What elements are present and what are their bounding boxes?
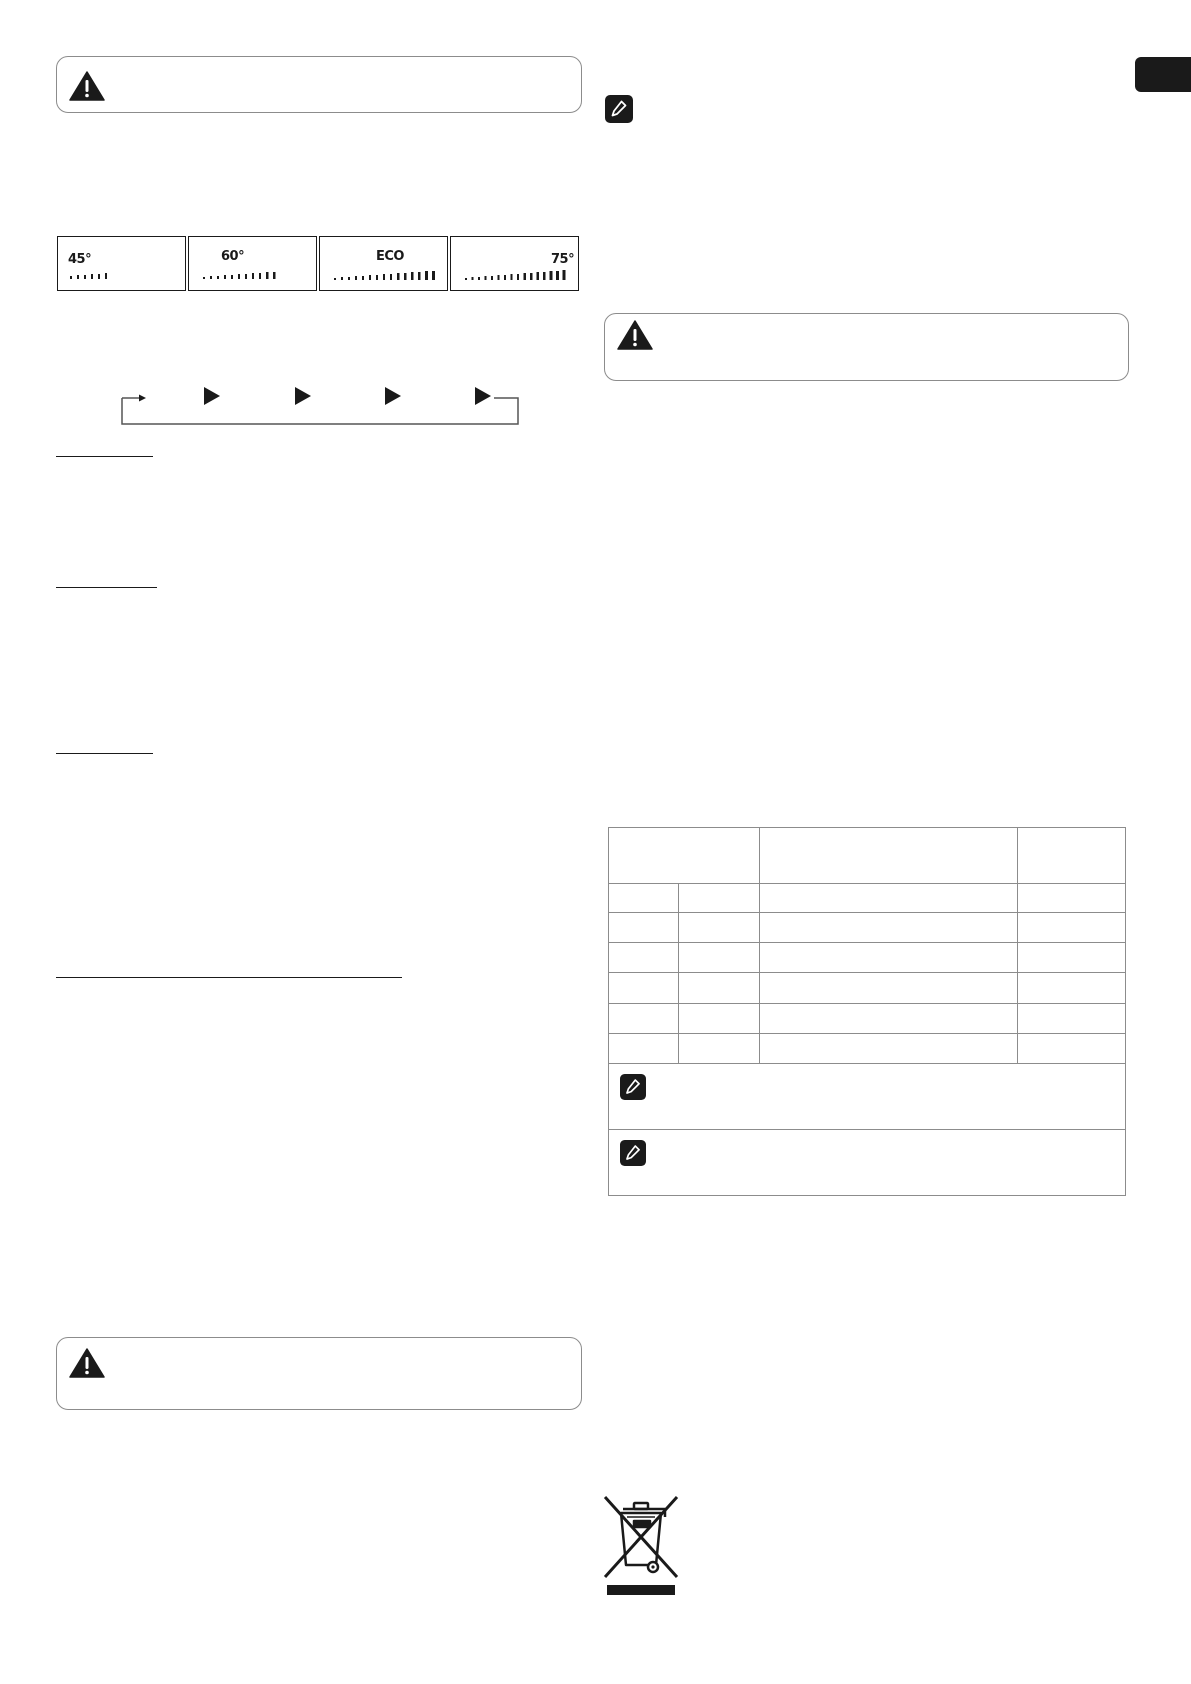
table-cell (1018, 913, 1126, 943)
table-cell (759, 1034, 1017, 1064)
temp-tick-bar (203, 267, 313, 283)
table-note-cell (609, 1064, 1126, 1130)
table-cell (609, 1034, 679, 1064)
play-arrow-icon (385, 387, 401, 405)
section-heading-rule (56, 977, 402, 978)
table-cell (1018, 1034, 1126, 1064)
play-arrow-icon (475, 387, 491, 405)
temp-label: 75° (551, 252, 575, 267)
table-header-cell (1018, 828, 1126, 884)
table-cell (678, 943, 759, 973)
temp-label: ECO (376, 249, 404, 264)
table-cell (609, 884, 679, 913)
table-row (609, 913, 1126, 943)
temp-tick-bar (465, 267, 577, 283)
table-row (609, 973, 1126, 1004)
table-cell (609, 1004, 679, 1034)
table-cell (1018, 884, 1126, 913)
temp-label: 45° (68, 252, 92, 267)
warning-triangle-icon (617, 320, 653, 350)
table-header-cell (609, 828, 760, 884)
cycle-flow-diagram (110, 380, 530, 430)
table-row (609, 884, 1126, 913)
table-cell (759, 913, 1017, 943)
warning-triangle-icon (69, 1348, 105, 1378)
temp-panel-eco (319, 236, 448, 291)
section-heading-rule (56, 456, 153, 457)
table-cell (678, 913, 759, 943)
pencil-note-icon (620, 1074, 646, 1100)
table-cell (609, 913, 679, 943)
table-cell (1018, 973, 1126, 1004)
section-heading-rule (56, 753, 153, 754)
table-row (609, 1034, 1126, 1064)
play-arrow-icon (295, 387, 311, 405)
pencil-note-icon (605, 95, 633, 123)
table-cell (678, 1004, 759, 1034)
table-cell (759, 943, 1017, 973)
table-cell (678, 973, 759, 1004)
temp-tick-bar (334, 267, 446, 283)
temp-label: 60° (221, 249, 245, 264)
table-cell (678, 1034, 759, 1064)
section-heading-rule (56, 587, 157, 588)
temp-tick-bar (70, 267, 180, 283)
table-note-cell (609, 1130, 1126, 1196)
program-table (608, 827, 1126, 1196)
table-note-row (609, 1130, 1126, 1196)
table-header-row (609, 828, 1126, 884)
table-header-cell (759, 828, 1017, 884)
temp-panel-45 (57, 236, 186, 291)
table-cell (678, 884, 759, 913)
crossed-out-wheelie-bin-icon (601, 1495, 683, 1597)
table-cell (759, 973, 1017, 1004)
table-cell (609, 943, 679, 973)
table-note-row (609, 1064, 1126, 1130)
table-cell (609, 973, 679, 1004)
warning-triangle-icon (69, 71, 105, 101)
pencil-note-icon (620, 1140, 646, 1166)
warning-box (604, 313, 1129, 381)
table-row (609, 1004, 1126, 1034)
table-cell (759, 884, 1017, 913)
table-cell (1018, 1004, 1126, 1034)
temp-panel-60 (188, 236, 317, 291)
language-tab (1135, 57, 1191, 92)
table-row (609, 943, 1126, 973)
temp-panel-75 (450, 236, 579, 291)
warning-box (56, 56, 582, 113)
table-cell (759, 1004, 1017, 1034)
table-cell (1018, 943, 1126, 973)
play-arrow-icon (204, 387, 220, 405)
warning-box (56, 1337, 582, 1410)
